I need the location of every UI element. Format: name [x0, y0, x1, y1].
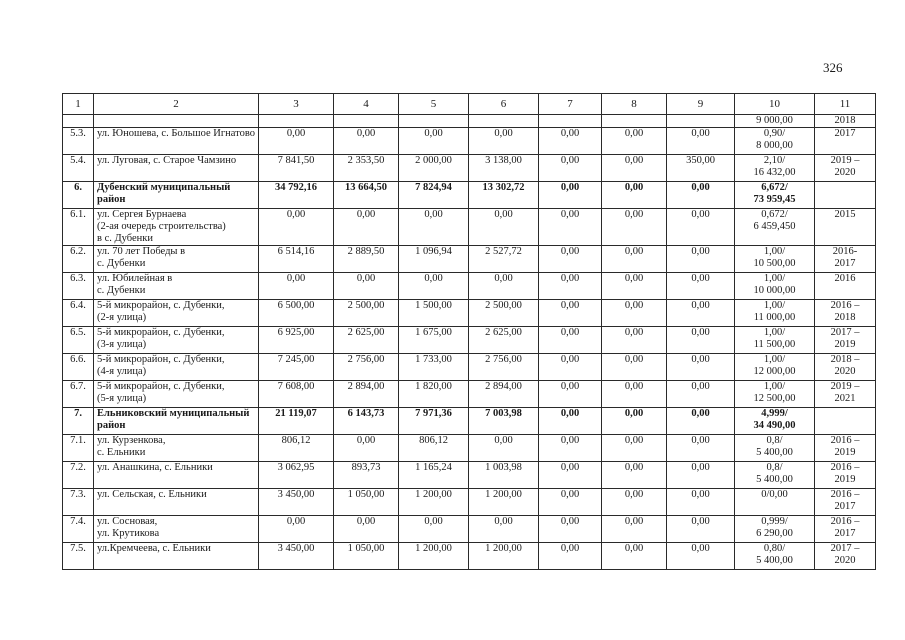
cell-federal: 1 050,00 [334, 543, 399, 570]
cell-years: 2015 [815, 209, 876, 246]
cell-total: 7 841,50 [259, 155, 334, 182]
cell-col8: 0,00 [602, 128, 667, 155]
cell-total: 6 925,00 [259, 327, 334, 354]
cell-years [815, 182, 876, 209]
table-row [63, 273, 876, 300]
cell-republic: 1 500,00 [399, 300, 469, 327]
cell-name: ул. Курзенкова, с. Ельники [94, 435, 259, 462]
header-cell: 3 [259, 94, 334, 115]
cell-name: ул. Анашкина, с. Ельники [94, 462, 259, 489]
table-row [63, 182, 876, 209]
cell-length-cost: 1,00/ 12 000,00 [735, 354, 815, 381]
table-row [63, 435, 876, 462]
cell-length-cost: 1,00/ 12 500,00 [735, 381, 815, 408]
cell [399, 115, 469, 128]
cell-col7: 0,00 [539, 155, 602, 182]
cell-years: 2016 – 2018 [815, 300, 876, 327]
cell-republic: 0,00 [399, 273, 469, 300]
cell-federal: 0,00 [334, 435, 399, 462]
cell-col8: 0,00 [602, 300, 667, 327]
cell-number: 6.6. [63, 354, 94, 381]
cell-total: 0,00 [259, 516, 334, 543]
cell-col8: 0,00 [602, 354, 667, 381]
cell-name: Ельниковский муниципальный район [94, 408, 259, 435]
cell-years: 2017 [815, 128, 876, 155]
cell-length-cost: 1,00/ 11 000,00 [735, 300, 815, 327]
cell-number: 6.3. [63, 273, 94, 300]
cell-total: 6 500,00 [259, 300, 334, 327]
cell-total: 0,00 [259, 128, 334, 155]
cell-years: 2016 – 2017 [815, 489, 876, 516]
cell [539, 115, 602, 128]
cell-col9: 0,00 [667, 489, 735, 516]
cell-col9: 0,00 [667, 354, 735, 381]
cell-name: 5-й микрорайон, с. Дубенки, (5-я улица) [94, 381, 259, 408]
cell-federal: 2 756,00 [334, 354, 399, 381]
cell-total: 3 062,95 [259, 462, 334, 489]
cell-republic: 1 200,00 [399, 489, 469, 516]
cell-total: 0,00 [259, 209, 334, 246]
cell-republic: 1 675,00 [399, 327, 469, 354]
cell-number: 6.5. [63, 327, 94, 354]
cell-years: 2017 – 2019 [815, 327, 876, 354]
cell-col7: 0,00 [539, 273, 602, 300]
cell-number: 6.7. [63, 381, 94, 408]
cell-total: 3 450,00 [259, 543, 334, 570]
cell-republic: 7 824,94 [399, 182, 469, 209]
data-table [62, 93, 876, 570]
header-cell: 6 [469, 94, 539, 115]
header-cell: 9 [667, 94, 735, 115]
cell-name: ул. Юношева, с. Большое Игнатово [94, 128, 259, 155]
cell-local: 2 894,00 [469, 381, 539, 408]
cell-federal: 13 664,50 [334, 182, 399, 209]
cell-number: 7.2. [63, 462, 94, 489]
cell-col7: 0,00 [539, 408, 602, 435]
header-cell: 2 [94, 94, 259, 115]
cell-federal: 1 050,00 [334, 489, 399, 516]
cell-republic: 1 096,94 [399, 246, 469, 273]
table-row [63, 209, 876, 246]
cell-col7: 0,00 [539, 182, 602, 209]
cell-col8: 0,00 [602, 516, 667, 543]
cell-length-cost: 1,00/ 10 500,00 [735, 246, 815, 273]
cell-number: 7. [63, 408, 94, 435]
cell-total: 34 792,16 [259, 182, 334, 209]
cell-republic: 0,00 [399, 516, 469, 543]
cell-name: ул. Луговая, с. Старое Чамзино [94, 155, 259, 182]
cell-republic: 806,12 [399, 435, 469, 462]
cell-col7: 0,00 [539, 209, 602, 246]
cell-years: 2016- 2017 [815, 246, 876, 273]
cell-years [815, 408, 876, 435]
table-row [63, 489, 876, 516]
cell-col8: 0,00 [602, 408, 667, 435]
cell-name: ул. Юбилейная в с. Дубенки [94, 273, 259, 300]
cell-local: 0,00 [469, 273, 539, 300]
cell-length-cost: 0,80/ 5 400,00 [735, 543, 815, 570]
cell-col7: 0,00 [539, 435, 602, 462]
cell-col7: 0,00 [539, 128, 602, 155]
cell-col8: 0,00 [602, 246, 667, 273]
cell-local: 0,00 [469, 516, 539, 543]
cell-col8: 0,00 [602, 435, 667, 462]
cell-col8: 0,00 [602, 489, 667, 516]
header-cell: 5 [399, 94, 469, 115]
cell-name: ул. Сельская, с. Ельники [94, 489, 259, 516]
cell-col7: 0,00 [539, 300, 602, 327]
page-number: 326 [823, 60, 843, 75]
cell-length-cost: 0,672/ 6 459,450 [735, 209, 815, 246]
header-cell: 11 [815, 94, 876, 115]
cell-number: 7.1. [63, 435, 94, 462]
cell-col9: 0,00 [667, 273, 735, 300]
cell-local: 0,00 [469, 435, 539, 462]
cell-col8: 0,00 [602, 273, 667, 300]
cell-name: ул.Кремчеева, с. Ельники [94, 543, 259, 570]
cell-length-cost: 1,00/ 11 500,00 [735, 327, 815, 354]
cell-col9: 0,00 [667, 209, 735, 246]
cell-col9: 0,00 [667, 300, 735, 327]
cell-total: 806,12 [259, 435, 334, 462]
cell [602, 115, 667, 128]
cell-federal: 2 625,00 [334, 327, 399, 354]
cell-republic: 1 165,24 [399, 462, 469, 489]
cell-name: Дубенский муниципальный район [94, 182, 259, 209]
cell [63, 115, 94, 128]
cell-col9: 0,00 [667, 543, 735, 570]
cell [334, 115, 399, 128]
cell-col7: 0,00 [539, 246, 602, 273]
cell-years: 2016 [815, 273, 876, 300]
cell-col9: 0,00 [667, 381, 735, 408]
cell-local: 13 302,72 [469, 182, 539, 209]
cell-name: 5-й микрорайон, с. Дубенки, (3-я улица) [94, 327, 259, 354]
cell-federal: 0,00 [334, 209, 399, 246]
cell-name: ул. 70 лет Победы в с. Дубенки [94, 246, 259, 273]
cell-local: 2 625,00 [469, 327, 539, 354]
cell-name: ул. Сосновая, ул. Крутикова [94, 516, 259, 543]
cell-republic: 2 000,00 [399, 155, 469, 182]
cell-number: 6.2. [63, 246, 94, 273]
cell-col7: 0,00 [539, 354, 602, 381]
cell-col9: 0,00 [667, 327, 735, 354]
table-row [63, 543, 876, 570]
cell-col9: 0,00 [667, 462, 735, 489]
cell-col8: 0,00 [602, 182, 667, 209]
cell [667, 115, 735, 128]
cell-col7: 0,00 [539, 489, 602, 516]
cell-local: 1 200,00 [469, 543, 539, 570]
cell-col7: 0,00 [539, 327, 602, 354]
cell-name: 5-й микрорайон, с. Дубенки, (4-я улица) [94, 354, 259, 381]
cell-number: 6.1. [63, 209, 94, 246]
table-row [63, 354, 876, 381]
cell-total: 3 450,00 [259, 489, 334, 516]
cell-number: 6. [63, 182, 94, 209]
cell-federal: 0,00 [334, 128, 399, 155]
cell-total: 7 245,00 [259, 354, 334, 381]
cell-federal: 893,73 [334, 462, 399, 489]
cell-years: 2016 – 2019 [815, 435, 876, 462]
cell-number: 6.4. [63, 300, 94, 327]
cell-years: 2016 – 2019 [815, 462, 876, 489]
cell-length-cost: 0,999/ 6 290,00 [735, 516, 815, 543]
cell-col8: 0,00 [602, 209, 667, 246]
cell-republic: 7 971,36 [399, 408, 469, 435]
table-row [63, 462, 876, 489]
cell-republic: 1 820,00 [399, 381, 469, 408]
cell-col9: 0,00 [667, 128, 735, 155]
cell-col7: 0,00 [539, 462, 602, 489]
cell-total: 0,00 [259, 273, 334, 300]
cell-length-cost: 0/0,00 [735, 489, 815, 516]
cell-total: 21 119,07 [259, 408, 334, 435]
cell-length-cost: 9 000,00 [735, 115, 815, 128]
cell [469, 115, 539, 128]
cell-number: 7.5. [63, 543, 94, 570]
header-cell: 7 [539, 94, 602, 115]
cell-federal: 2 353,50 [334, 155, 399, 182]
cell-local: 0,00 [469, 128, 539, 155]
cell-total: 6 514,16 [259, 246, 334, 273]
cell-local: 1 003,98 [469, 462, 539, 489]
cell-name: 5-й микрорайон, с. Дубенки, (2-я улица) [94, 300, 259, 327]
cell-col9: 350,00 [667, 155, 735, 182]
header-row [63, 94, 876, 115]
cell-col8: 0,00 [602, 327, 667, 354]
cell-col9: 0,00 [667, 246, 735, 273]
header-cell: 10 [735, 94, 815, 115]
cell-republic: 1 200,00 [399, 543, 469, 570]
cell-number: 7.4. [63, 516, 94, 543]
cell-years: 2018 [815, 115, 876, 128]
cell-number: 7.3. [63, 489, 94, 516]
cell-federal: 2 894,00 [334, 381, 399, 408]
cell-total: 7 608,00 [259, 381, 334, 408]
cell [259, 115, 334, 128]
cell-federal: 0,00 [334, 516, 399, 543]
table-row [63, 128, 876, 155]
cell-length-cost: 6,672/ 73 959,45 [735, 182, 815, 209]
cell-length-cost: 0,8/ 5 400,00 [735, 435, 815, 462]
cell-col8: 0,00 [602, 462, 667, 489]
cell-federal: 0,00 [334, 273, 399, 300]
cell-length-cost: 1,00/ 10 000,00 [735, 273, 815, 300]
cell-col8: 0,00 [602, 155, 667, 182]
cell-local: 2 756,00 [469, 354, 539, 381]
cell-length-cost: 4,999/ 34 490,00 [735, 408, 815, 435]
cell-federal: 6 143,73 [334, 408, 399, 435]
cell-years: 2019 – 2021 [815, 381, 876, 408]
cell-length-cost: 0,90/ 8 000,00 [735, 128, 815, 155]
cell-years: 2019 – 2020 [815, 155, 876, 182]
cell-length-cost: 0,8/ 5 400,00 [735, 462, 815, 489]
cell-federal: 2 500,00 [334, 300, 399, 327]
cell-col8: 0,00 [602, 381, 667, 408]
cell-years: 2017 – 2020 [815, 543, 876, 570]
cell-years: 2016 – 2017 [815, 516, 876, 543]
cell-col9: 0,00 [667, 182, 735, 209]
cell [94, 115, 259, 128]
cell-col7: 0,00 [539, 543, 602, 570]
table-row [63, 516, 876, 543]
cell-local: 2 500,00 [469, 300, 539, 327]
table-row [63, 300, 876, 327]
header-cell: 4 [334, 94, 399, 115]
cell-col9: 0,00 [667, 435, 735, 462]
cell-local: 2 527,72 [469, 246, 539, 273]
cell-name: ул. Сергея Бурнаева (2-ая очередь строительства) в с. Дубенки [94, 209, 259, 246]
continuation-row [63, 115, 876, 128]
cell-local: 3 138,00 [469, 155, 539, 182]
cell-republic: 0,00 [399, 128, 469, 155]
table-row [63, 246, 876, 273]
cell-republic: 1 733,00 [399, 354, 469, 381]
cell-col7: 0,00 [539, 381, 602, 408]
cell-col9: 0,00 [667, 408, 735, 435]
cell-number: 5.4. [63, 155, 94, 182]
table-row [63, 327, 876, 354]
header-cell: 8 [602, 94, 667, 115]
cell-local: 0,00 [469, 209, 539, 246]
table-row [63, 155, 876, 182]
cell-years: 2018 – 2020 [815, 354, 876, 381]
cell-republic: 0,00 [399, 209, 469, 246]
header-cell: 1 [63, 94, 94, 115]
table-row [63, 408, 876, 435]
cell-number: 5.3. [63, 128, 94, 155]
cell-length-cost: 2,10/ 16 432,00 [735, 155, 815, 182]
table-row [63, 381, 876, 408]
cell-federal: 2 889,50 [334, 246, 399, 273]
cell-col9: 0,00 [667, 516, 735, 543]
cell-local: 1 200,00 [469, 489, 539, 516]
cell-col7: 0,00 [539, 516, 602, 543]
cell-col8: 0,00 [602, 543, 667, 570]
cell-local: 7 003,98 [469, 408, 539, 435]
